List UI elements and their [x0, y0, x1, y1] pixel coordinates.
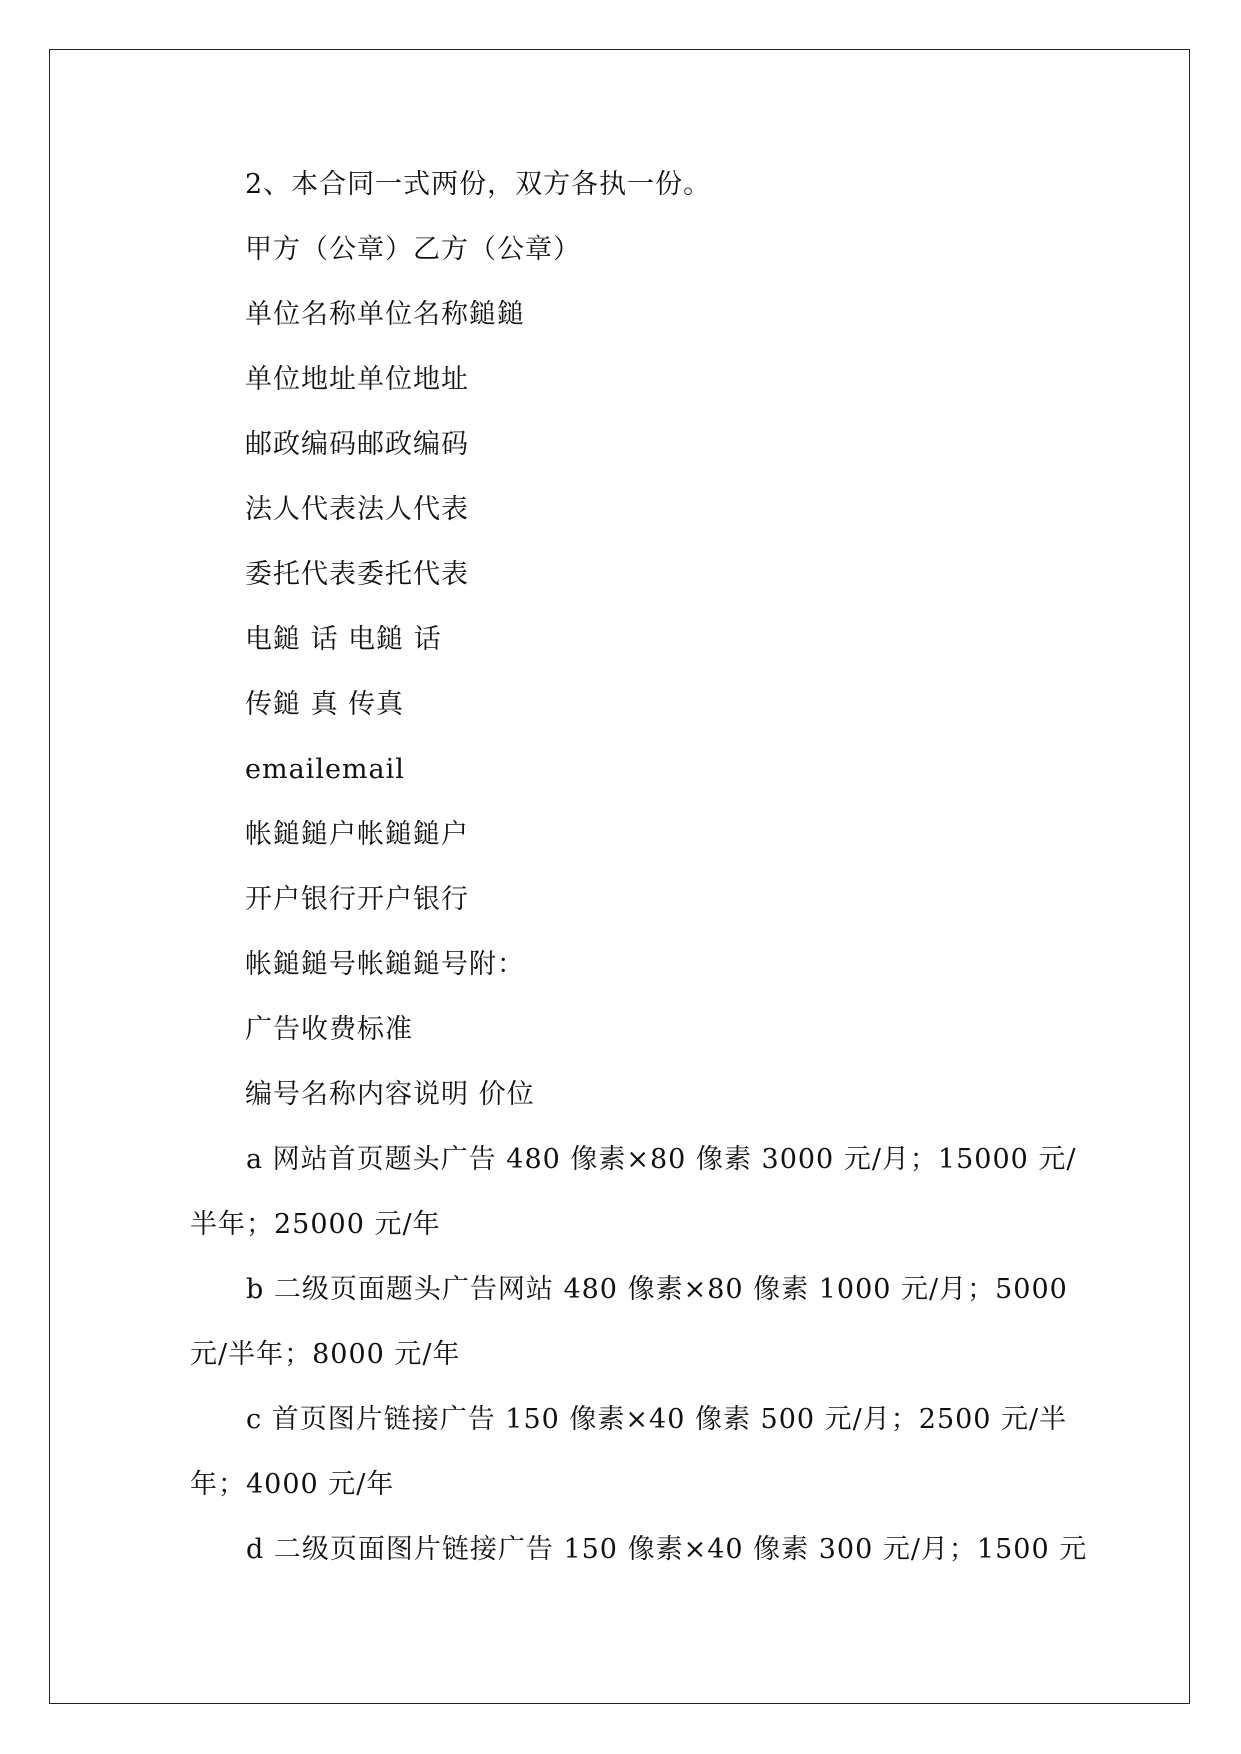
contract-body: [245, 152, 1105, 1127]
pricing-item-line: d 二级页面图片链接广告 150 像素×40 像素 300 元/月；1500 元: [246, 1534, 1088, 1565]
pricing-item-line: 年；4000 元/年: [190, 1469, 395, 1500]
pricing-item-line: c 首页图片链接广告 150 像素×40 像素 500 元/月；2500 元/半: [246, 1404, 1068, 1435]
paragraph-fee-standard-heading: 广告收费标准: [245, 1014, 413, 1045]
paragraph-telephone: 电鎚 话 电鎚 话: [245, 624, 442, 655]
paragraph-unit-address: 单位地址单位地址: [245, 364, 469, 395]
pricing-item-line: 半年；25000 元/年: [190, 1209, 441, 1240]
pricing-item-d: [190, 1517, 1088, 1582]
paragraph-unit-name: 单位名称单位名称鎚鎚: [245, 299, 525, 330]
pricing-item-line: b 二级页面题头广告网站 480 像素×80 像素 1000 元/月；5000: [246, 1274, 1068, 1305]
paragraph-postal-code: 邮政编码邮政编码: [245, 429, 469, 460]
pricing-item-c: [190, 1387, 1070, 1517]
paragraph-account-name: 帐鎚鎚户帐鎚鎚户: [245, 819, 469, 850]
paragraph-legal-representative: 法人代表法人代表: [245, 494, 469, 525]
paragraph-fax: 传鎚 真 传真: [245, 689, 405, 720]
paragraph-authorized-representative: 委托代表委托代表: [245, 559, 469, 590]
paragraph-account-number: 帐鎚鎚号帐鎚鎚号附：: [245, 949, 525, 980]
paragraph-seals: 甲方（公章）乙方（公章）: [245, 234, 581, 265]
paragraph-copies-clause: 2、本合同一式两份，双方各执一份。: [245, 169, 712, 200]
paragraph-bank: 开户银行开户银行: [245, 884, 469, 915]
pricing-item-a: [190, 1127, 1077, 1257]
paragraph-table-header: 编号名称内容说明 价位: [245, 1079, 535, 1110]
pricing-item-line: 元/半年；8000 元/年: [190, 1339, 461, 1370]
pricing-item-b: [190, 1257, 1070, 1387]
paragraph-email: emailemail: [245, 754, 405, 785]
pricing-item-line: a 网站首页题头广告 480 像素×80 像素 3000 元/月；15000 元/: [246, 1144, 1077, 1175]
